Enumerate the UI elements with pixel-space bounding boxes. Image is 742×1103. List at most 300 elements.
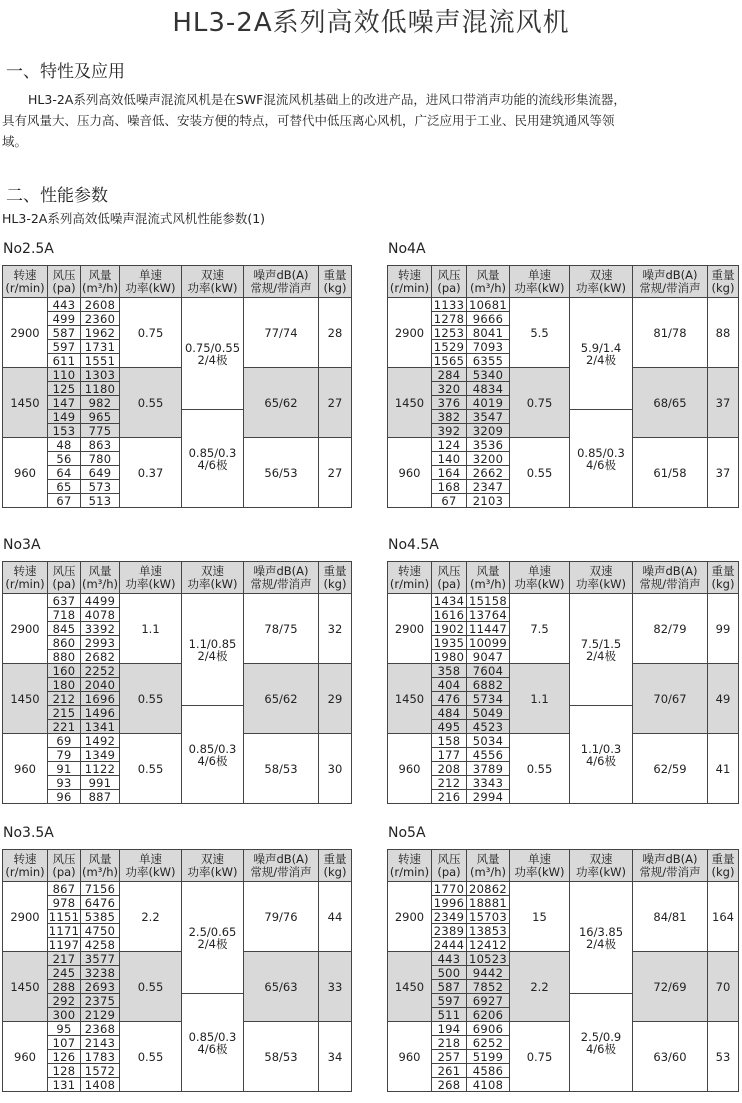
noise-cell: 61/58: [633, 438, 708, 508]
flow-cell: 2347: [467, 480, 510, 494]
cell-line: (kg): [711, 864, 735, 879]
column-header-weight: [319, 850, 352, 882]
cell-line: 噪声dB(A): [253, 851, 309, 866]
pressure-cell: 110: [48, 368, 81, 382]
single-speed-power-cell: 1.1: [510, 664, 570, 734]
cell-line: 风压: [52, 851, 76, 866]
weight-cell: 164: [708, 882, 739, 952]
column-header-dual: [570, 266, 633, 298]
column-header-noise: [244, 562, 319, 594]
cell-line: 0.85/0.3: [188, 1029, 237, 1044]
cell-line: (r/min): [5, 576, 45, 591]
table-row: [3, 1022, 352, 1036]
flow-cell: 2040: [81, 678, 120, 692]
column-header-single: [510, 850, 570, 882]
column-header-pressure: [48, 850, 81, 882]
flow-cell: 4499: [81, 594, 120, 608]
pressure-cell: 1197: [48, 937, 80, 952]
column-header-flow: [81, 562, 120, 594]
noise-cell: 65/62: [244, 368, 319, 438]
flow-cell: 3343: [467, 776, 510, 790]
pressure-cell: 500: [432, 966, 467, 980]
flow-cell: 4523: [467, 720, 510, 734]
weight-cell: 34: [319, 1022, 352, 1092]
cell-line: 风压: [437, 851, 461, 866]
table-row: [3, 298, 352, 312]
flow-cell: 3577: [81, 952, 120, 966]
cell-line: 0.85/0.3: [188, 445, 237, 460]
cell-line: (r/min): [5, 864, 45, 879]
cell-line: 单速: [139, 267, 162, 282]
cell-line: 功率(kW): [125, 864, 176, 879]
flow-cell: 6206: [467, 1008, 510, 1022]
cell-line: 4/6极: [585, 457, 616, 472]
column-header-pressure: [48, 562, 81, 594]
cell-line: 常规/带消声: [639, 864, 701, 879]
noise-cell: 77/74: [244, 298, 319, 368]
table-row: [388, 368, 739, 382]
performance-table: [387, 265, 739, 508]
cell-line: 2/4极: [197, 352, 228, 367]
table-header-row: [3, 850, 352, 882]
cell-line: 功率(kW): [125, 280, 176, 295]
flow-cell: 9047: [467, 650, 510, 664]
flow-cell: 5340: [467, 368, 510, 382]
cell-line: 风压: [437, 267, 461, 282]
single-speed-power-cell: 7.5: [510, 594, 570, 664]
noise-cell: 72/69: [633, 952, 708, 1022]
pressure-cell: 64: [48, 466, 81, 480]
flow-cell: 2693: [81, 980, 120, 994]
column-header-flow: [81, 266, 120, 298]
cell-line: 常规/带消声: [639, 280, 701, 295]
cell-line: 噪声dB(A): [642, 851, 698, 866]
flow-cell: 5385: [81, 910, 120, 924]
cell-line: 4/6极: [585, 1041, 616, 1056]
pressure-cell: 91: [48, 762, 81, 776]
pressure-cell: 158: [432, 734, 467, 748]
table-header-row: [388, 266, 739, 298]
cell-line: 2/4极: [197, 648, 228, 663]
flow-cell: 1341: [81, 720, 120, 734]
performance-table: [387, 849, 739, 1092]
cell-line: 转速: [398, 851, 421, 866]
dual-speed-power-cell: [570, 410, 633, 508]
cell-line: 噪声dB(A): [642, 267, 698, 282]
cell-line: 功率(kW): [575, 576, 626, 591]
weight-cell: 88: [708, 298, 739, 368]
table-row: [388, 734, 739, 748]
single-speed-power-cell: 2.2: [510, 952, 570, 1022]
dual-speed-power-cell: [182, 410, 244, 508]
flow-cell: 6927: [467, 994, 510, 1008]
weight-cell: 44: [319, 882, 352, 952]
flow-cell: 5034: [467, 734, 510, 748]
flow-cell: 1496: [81, 706, 120, 720]
cell-line: 常规/带消声: [250, 864, 312, 879]
noise-cell: 65/62: [244, 664, 319, 734]
flow-cell: 4586: [467, 1064, 510, 1078]
speed-cell: 1450: [388, 952, 432, 1022]
cell-line: (m³/h): [82, 576, 118, 591]
cell-line: (m³/h): [82, 864, 118, 879]
column-header-flow: [81, 850, 120, 882]
performance-subtitle: HL3-2A系列高效低噪声混流式风机性能参数(1): [2, 211, 266, 226]
cell-line: 功率(kW): [514, 576, 565, 591]
model-label: No2.5A: [3, 241, 54, 257]
speed-cell: 960: [3, 734, 48, 804]
cell-line: 风压: [52, 267, 76, 282]
cell-line: 单速: [528, 267, 551, 282]
pressure-cell: 320: [432, 382, 467, 396]
performance-table: [2, 265, 352, 508]
column-header-weight: [319, 562, 352, 594]
pressure-cell: 177: [432, 748, 467, 762]
cell-line: 功率(kW): [575, 864, 626, 879]
table-row: [3, 594, 352, 608]
column-header-noise: [633, 266, 708, 298]
cell-line: 1.1/0.85: [188, 636, 237, 651]
flow-cell: 2682: [81, 650, 120, 664]
speed-cell: 2900: [388, 298, 432, 368]
flow-cell: 10099: [467, 636, 510, 650]
pressure-cell: 292: [48, 994, 81, 1008]
flow-cell: 1492: [81, 734, 120, 748]
weight-cell: 37: [708, 438, 739, 508]
column-header-pressure: [432, 850, 467, 882]
cell-line: (r/min): [389, 864, 430, 879]
paragraph-line: 域。: [2, 134, 28, 149]
table-row: [3, 664, 352, 678]
cell-line: 功率(kW): [187, 280, 238, 295]
cell-line: 双速: [201, 267, 224, 282]
flow-cell: 780: [81, 452, 120, 466]
model-label: No3.5A: [3, 825, 54, 841]
pressure-cell: 261: [432, 1064, 467, 1078]
pressure-cell: 1616: [432, 608, 467, 622]
dual-speed-power-cell: [570, 594, 633, 706]
flow-cell: 1962: [81, 326, 120, 340]
weight-cell: 41: [708, 734, 739, 804]
pressure-cell: 268: [432, 1078, 467, 1092]
cell-line: 功率(kW): [514, 864, 565, 879]
flow-cell: 7093: [467, 340, 510, 354]
pressure-cell: 1434: [432, 594, 467, 608]
pressure-cell: 208: [432, 762, 467, 776]
single-speed-power-cell: 0.55: [120, 734, 182, 804]
speed-cell: 1450: [3, 952, 48, 1022]
column-header-pressure: [432, 562, 467, 594]
flow-cell: 1783: [81, 1050, 120, 1064]
weight-cell: 32: [319, 594, 352, 664]
pressure-cell: 382: [432, 410, 467, 424]
noise-cell: 65/63: [244, 952, 319, 1022]
flow-cell: 1731: [81, 340, 120, 354]
noise-cell: 58/53: [244, 1022, 319, 1092]
pressure-cell: 1253: [432, 326, 467, 340]
pressure-cell: 1151: [48, 909, 80, 924]
single-speed-power-cell: 0.75: [510, 368, 570, 438]
flow-cell: 775: [81, 424, 120, 438]
cell-line: 双速: [589, 267, 613, 282]
flow-cell: 573: [81, 480, 120, 494]
pressure-cell: 443: [432, 952, 467, 966]
flow-cell: 6476: [81, 896, 120, 910]
single-speed-power-cell: 0.55: [120, 368, 182, 438]
pressure-cell: 79: [48, 748, 81, 762]
column-header-pressure: [48, 266, 81, 298]
flow-cell: 9442: [467, 966, 510, 980]
pressure-cell: 2349: [432, 910, 467, 924]
dual-speed-power-cell: [570, 706, 633, 804]
table-row: [388, 594, 739, 608]
paragraph-line: 具有风量大、压力高、噪音低、安装方便的特点，可替代中低压离心风机，广泛应用于工业、民用建筑通风等领: [2, 113, 615, 128]
pressure-cell: 1133: [432, 298, 467, 312]
cell-line: 功率(kW): [575, 280, 626, 295]
column-header-weight: [319, 266, 352, 298]
cell-line: (kg): [323, 576, 347, 591]
model-label: No3A: [3, 537, 41, 553]
flow-cell: 1696: [81, 692, 120, 706]
flow-cell: 3200: [467, 452, 510, 466]
single-speed-power-cell: 15: [510, 882, 570, 952]
flow-cell: 15703: [467, 910, 510, 924]
cell-line: 单速: [528, 851, 551, 866]
flow-cell: 965: [81, 410, 120, 424]
cell-line: (kg): [711, 576, 735, 591]
single-speed-power-cell: 0.55: [120, 1022, 182, 1092]
pressure-cell: 48: [48, 438, 81, 452]
column-header-single: [120, 850, 182, 882]
table-row: [3, 882, 352, 896]
flow-cell: 1408: [81, 1078, 120, 1092]
flow-cell: 4750: [81, 924, 120, 938]
single-speed-power-cell: 0.55: [120, 952, 182, 1022]
pressure-cell: 1996: [432, 896, 467, 910]
pressure-cell: 69: [48, 734, 81, 748]
flow-cell: 2994: [467, 790, 510, 804]
pressure-cell: 867: [48, 882, 81, 896]
flow-cell: 2143: [81, 1036, 120, 1050]
section-heading-performance: 二、性能参数: [6, 186, 108, 206]
flow-cell: 887: [81, 790, 120, 804]
pressure-cell: 1565: [432, 354, 467, 368]
pressure-cell: 131: [48, 1078, 81, 1092]
flow-cell: 1572: [81, 1064, 120, 1078]
cell-line: 4/6极: [197, 1041, 228, 1056]
cell-line: 风量: [476, 267, 500, 282]
pressure-cell: 95: [48, 1022, 81, 1036]
pressure-cell: 149: [48, 410, 81, 424]
pressure-cell: 257: [432, 1050, 467, 1064]
pressure-cell: 107: [48, 1036, 81, 1050]
speed-cell: 960: [388, 1022, 432, 1092]
speed-cell: 1450: [3, 664, 48, 734]
pressure-cell: 67: [48, 494, 81, 508]
flow-cell: 7156: [81, 882, 120, 896]
flow-cell: 7852: [467, 980, 510, 994]
flow-cell: 3547: [467, 410, 510, 424]
flow-cell: 4078: [81, 608, 120, 622]
cell-line: 重量: [323, 267, 347, 282]
cell-line: 功率(kW): [187, 576, 238, 591]
cell-line: 双速: [589, 563, 613, 578]
column-header-dual: [182, 850, 244, 882]
column-header-noise: [244, 266, 319, 298]
pressure-cell: 67: [432, 494, 467, 508]
cell-line: 转速: [13, 563, 37, 578]
speed-cell: 960: [3, 1022, 48, 1092]
column-header-speed: [388, 266, 432, 298]
flow-cell: 982: [81, 396, 120, 410]
performance-table: [2, 849, 352, 1092]
pressure-cell: 880: [48, 650, 81, 664]
cell-line: 0.75/0.55: [184, 340, 241, 355]
pressure-cell: 860: [48, 636, 81, 650]
pressure-cell: 978: [48, 896, 81, 910]
pressure-cell: 300: [48, 1008, 81, 1022]
pressure-cell: 1902: [432, 622, 467, 636]
cell-line: 风量: [88, 267, 112, 282]
pressure-cell: 215: [48, 706, 81, 720]
pressure-cell: 499: [48, 312, 81, 326]
single-speed-power-cell: 0.75: [510, 1022, 570, 1092]
dual-speed-power-cell: [570, 882, 633, 994]
cell-line: (m³/h): [470, 280, 506, 295]
speed-cell: 2900: [388, 594, 432, 664]
flow-cell: 1303: [81, 368, 120, 382]
column-header-flow: [467, 850, 510, 882]
pressure-cell: 587: [48, 326, 81, 340]
noise-cell: 84/81: [633, 882, 708, 952]
noise-cell: 78/75: [244, 594, 319, 664]
pressure-cell: 245: [48, 966, 81, 980]
flow-cell: 2360: [81, 312, 120, 326]
flow-cell: 2368: [81, 1022, 120, 1036]
cell-line: 重量: [323, 851, 347, 866]
flow-cell: 6882: [467, 678, 510, 692]
cell-line: 0.85/0.3: [188, 741, 237, 756]
cell-line: 单速: [528, 563, 551, 578]
pressure-cell: 476: [432, 692, 467, 706]
cell-line: 重量: [711, 267, 735, 282]
flow-cell: 1180: [81, 382, 120, 396]
flow-cell: 649: [81, 466, 120, 480]
pressure-cell: 194: [432, 1022, 467, 1036]
cell-line: 2/4极: [585, 648, 616, 663]
flow-cell: 13853: [467, 924, 510, 938]
flow-cell: 20862: [467, 882, 510, 896]
table-header-row: [388, 850, 739, 882]
pressure-cell: 511: [432, 1008, 467, 1022]
column-header-dual: [570, 850, 633, 882]
pressure-cell: 96: [48, 790, 81, 804]
column-header-speed: [3, 850, 48, 882]
speed-cell: 1450: [388, 664, 432, 734]
cell-line: 风量: [476, 851, 500, 866]
table-row: [388, 438, 739, 452]
pressure-cell: 212: [432, 776, 467, 790]
table-row: [3, 734, 352, 748]
paragraph-line: HL3-2A系列高效低噪声混流风机是在SWF混流风机基础上的改进产品，进风口带消声功能的流线形集流器，: [28, 92, 626, 107]
flow-cell: 1122: [81, 762, 120, 776]
table-row: [388, 952, 739, 966]
pressure-cell: 284: [432, 368, 467, 382]
cell-line: 双速: [589, 851, 613, 866]
flow-cell: 863: [81, 438, 120, 452]
cell-line: 2/4极: [585, 352, 616, 367]
flow-cell: 6355: [467, 354, 510, 368]
cell-line: (m³/h): [82, 280, 118, 295]
speed-cell: 2900: [388, 882, 432, 952]
cell-line: 噪声dB(A): [642, 563, 698, 578]
noise-cell: 56/53: [244, 438, 319, 508]
pressure-cell: 443: [48, 298, 81, 312]
dual-speed-power-cell: [570, 298, 633, 410]
pressure-cell: 845: [48, 622, 81, 636]
pressure-cell: 718: [48, 608, 81, 622]
cell-line: 16/3.85: [578, 924, 624, 939]
cell-line: 2.5/0.65: [188, 924, 237, 939]
table-row: [3, 368, 352, 382]
cell-line: 风量: [88, 851, 112, 866]
flow-cell: 13764: [467, 608, 510, 622]
cell-line: (pa): [437, 864, 461, 879]
pressure-cell: 392: [432, 424, 467, 438]
cell-line: (pa): [52, 864, 76, 879]
cell-line: (pa): [437, 576, 461, 591]
flow-cell: 6252: [467, 1036, 510, 1050]
pressure-cell: 153: [48, 424, 81, 438]
cell-line: 风压: [52, 563, 76, 578]
cell-line: (kg): [711, 280, 735, 295]
cell-line: 2/4极: [197, 936, 228, 951]
weight-cell: 28: [319, 298, 352, 368]
pressure-cell: 597: [48, 340, 81, 354]
performance-table: [387, 561, 739, 804]
column-header-flow: [467, 562, 510, 594]
cell-line: 1.1/0.3: [580, 741, 622, 756]
pressure-cell: 1529: [432, 340, 467, 354]
column-header-speed: [3, 266, 48, 298]
section-heading-features: 一、特性及应用: [6, 62, 125, 82]
cell-line: 噪声dB(A): [253, 267, 309, 282]
flow-cell: 991: [81, 776, 120, 790]
pressure-cell: 358: [432, 664, 467, 678]
noise-cell: 62/59: [633, 734, 708, 804]
pressure-cell: 218: [432, 1036, 467, 1050]
flow-cell: 2662: [467, 466, 510, 480]
single-speed-power-cell: 0.75: [120, 298, 182, 368]
flow-cell: 3238: [81, 966, 120, 980]
dual-speed-power-cell: [182, 882, 244, 994]
flow-cell: 5199: [467, 1050, 510, 1064]
column-header-speed: [388, 850, 432, 882]
column-header-single: [510, 562, 570, 594]
cell-line: 功率(kW): [125, 576, 176, 591]
flow-cell: 2375: [81, 994, 120, 1008]
column-header-dual: [570, 562, 633, 594]
cell-line: 4/6极: [585, 753, 616, 768]
cell-line: (pa): [52, 576, 76, 591]
flow-cell: 7604: [467, 664, 510, 678]
cell-line: 常规/带消声: [639, 576, 701, 591]
flow-cell: 1551: [81, 354, 120, 368]
flow-cell: 2993: [81, 636, 120, 650]
cell-line: 常规/带消声: [250, 280, 312, 295]
flow-cell: 2103: [467, 494, 510, 508]
table-row: [388, 298, 739, 312]
